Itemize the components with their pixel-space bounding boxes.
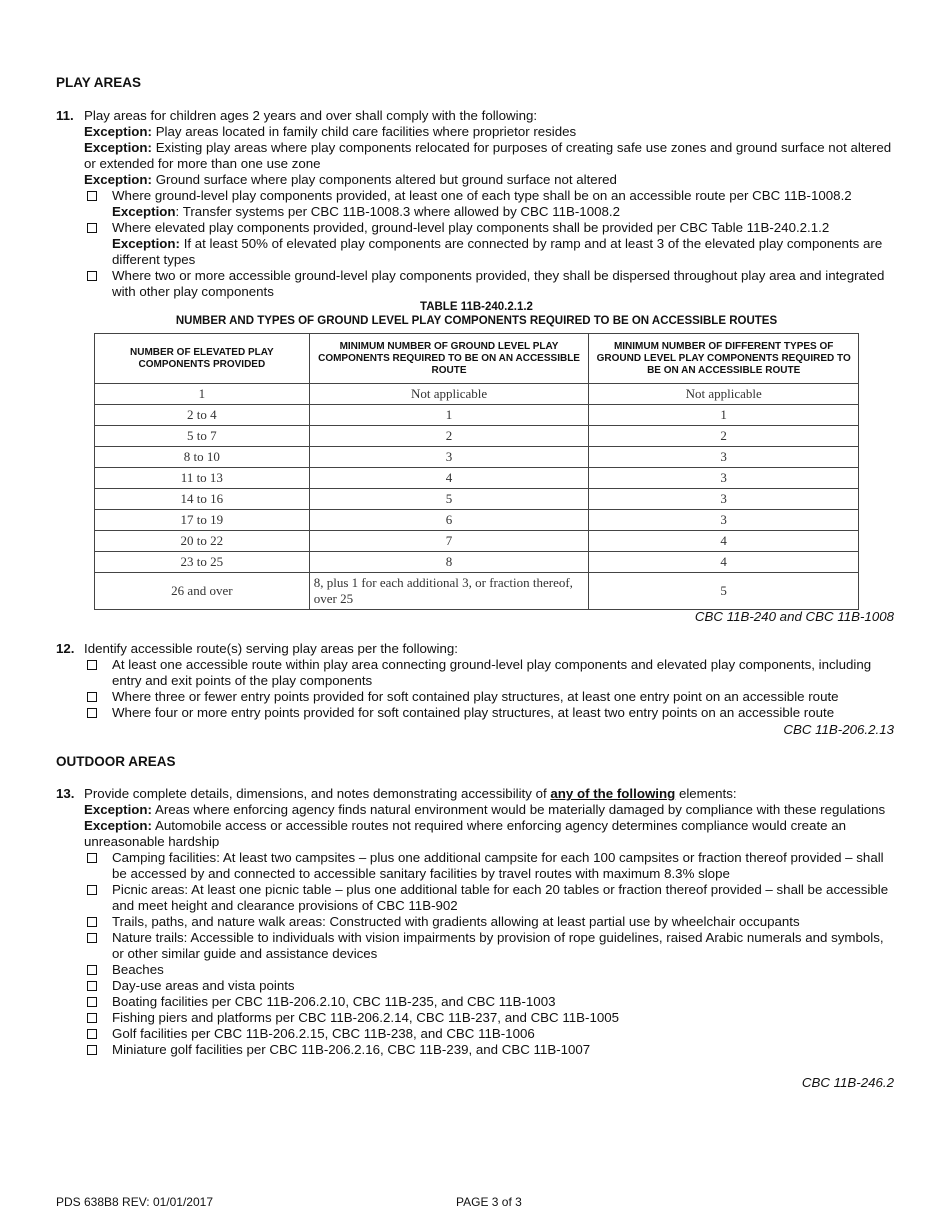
table-row xyxy=(95,510,859,531)
exception-text: Areas where enforcing agency finds natural environment would be materially damaged by compliance with these regulations xyxy=(154,802,886,817)
checklist-text: Golf facilities per CBC 11B-206.2.15, CBC 11B-238, and CBC 11B-1006 xyxy=(112,1026,535,1041)
checkbox[interactable] xyxy=(87,1029,97,1039)
checkbox[interactable] xyxy=(87,1045,97,1055)
checklist-item xyxy=(84,914,896,930)
code-reference: CBC 11B-246.2 xyxy=(801,1075,894,1090)
checklist-text: Nature trails: Accessible to individuals with vision impairments by provision of rope guidelines, raised Arabic numerals and symbols, or other similar guide and assistance devices xyxy=(112,930,884,961)
exception-text: : Transfer systems per CBC 11B-1008.3 where allowed by CBC 11B-1008.2 xyxy=(175,204,620,219)
checklist-text: Boating facilities per CBC 11B-206.2.10, CBC 11B-235, and CBC 11B-1003 xyxy=(112,994,556,1009)
table-cell: 6 xyxy=(309,510,589,531)
table-subtitle: NUMBER AND TYPES OF GROUND LEVEL PLAY COMPONENTS REQUIRED TO BE ON ACCESSIBLE ROUTES xyxy=(175,315,778,327)
table-row xyxy=(95,468,859,489)
checkbox[interactable] xyxy=(87,692,97,702)
table-cell: Not applicable xyxy=(589,384,859,405)
intro-emphasis: any of the following xyxy=(550,786,676,801)
checkbox[interactable] xyxy=(87,917,97,927)
checklist-item xyxy=(84,962,896,978)
checklist-item xyxy=(84,1010,896,1026)
checklist-item xyxy=(84,705,896,721)
checklist-text: Beaches xyxy=(112,962,164,977)
checklist-text: Where three or fewer entry points provided for soft contained play structures, at least one entry point on an accessible route xyxy=(112,689,839,704)
checkbox[interactable] xyxy=(87,885,97,895)
table-cell: 20 to 22 xyxy=(95,531,310,552)
checklist-item xyxy=(84,1026,896,1042)
item-12 xyxy=(56,641,896,721)
column-header: MINIMUM NUMBER OF DIFFERENT TYPES OF GROUND LEVEL PLAY COMPONENTS REQUIRED TO BE ON AN ACCESSIBLE ROUTE xyxy=(589,334,859,384)
table-row xyxy=(95,447,859,468)
checkbox[interactable] xyxy=(87,223,97,233)
checklist-item xyxy=(84,930,896,962)
exception-label: Exception: xyxy=(84,140,152,155)
item-intro: Play areas for children ages 2 years and over shall comply with the following: xyxy=(84,108,538,123)
item-11 xyxy=(56,108,896,300)
checkbox[interactable] xyxy=(87,853,97,863)
checkbox[interactable] xyxy=(87,965,97,975)
table-cell: 2 to 4 xyxy=(95,405,310,426)
checklist-item xyxy=(84,220,896,268)
table-cell: 5 xyxy=(589,573,859,610)
exception-text: If at least 50% of elevated play components are connected by ramp and at least 3 of the elevated play components are different types xyxy=(112,236,883,267)
table-header-row xyxy=(95,334,859,384)
checklist-text: Where two or more accessible ground-level play components provided, they shall be dispersed throughout play area and integrated with other play components xyxy=(112,268,885,299)
checkbox[interactable] xyxy=(87,933,97,943)
code-reference: CBC 11B-240 and CBC 11B-1008 xyxy=(694,609,894,624)
checklist-item xyxy=(84,268,896,300)
checkbox[interactable] xyxy=(87,660,97,670)
table-row xyxy=(95,552,859,573)
table-cell: 2 xyxy=(589,426,859,447)
table-cell: 8 to 10 xyxy=(95,447,310,468)
section-heading-play-areas: PLAY AREAS xyxy=(56,75,142,90)
checklist-text: Day-use areas and vista points xyxy=(112,978,295,993)
exception xyxy=(112,204,896,220)
table-row xyxy=(95,573,859,610)
exception-text: Ground surface where play components altered but ground surface not altered xyxy=(155,172,617,187)
checklist-text: Where ground-level play components provided, at least one of each type shall be on an accessible route per CBC 11B-1008.2 xyxy=(112,188,852,203)
checklist-text: Miniature golf facilities per CBC 11B-206.2.16, CBC 11B-239, and CBC 11B-1007 xyxy=(112,1042,591,1057)
checkbox[interactable] xyxy=(87,271,97,281)
exception xyxy=(84,818,896,850)
table-row xyxy=(95,405,859,426)
exception-label: Exception: xyxy=(84,818,152,833)
checkbox[interactable] xyxy=(87,1013,97,1023)
column-header: MINIMUM NUMBER OF GROUND LEVEL PLAY COMPONENTS REQUIRED TO BE ON AN ACCESSIBLE ROUTE xyxy=(309,334,589,384)
exception xyxy=(84,802,896,818)
exception xyxy=(112,236,896,268)
code-reference: CBC 11B-206.2.13 xyxy=(783,722,894,737)
exception xyxy=(84,140,896,172)
page-number: PAGE 3 of 3 xyxy=(456,1195,522,1209)
checklist-text: Where four or more entry points provided for soft contained play structures, at least two entry points on an accessible route xyxy=(112,705,835,720)
column-header: NUMBER OF ELEVATED PLAY COMPONENTS PROVIDED xyxy=(95,334,310,384)
play-components-table xyxy=(94,333,859,610)
table-cell: 4 xyxy=(589,552,859,573)
intro-end: elements: xyxy=(678,786,737,801)
checkbox[interactable] xyxy=(87,191,97,201)
exception-label: Exception: xyxy=(84,802,152,817)
checkbox[interactable] xyxy=(87,708,97,718)
table-cell: Not applicable xyxy=(309,384,589,405)
item-number: 13. xyxy=(56,786,75,801)
table-cell: 8, plus 1 for each additional 3, or fraction thereof, over 25 xyxy=(309,573,589,610)
exception-label: Exception xyxy=(112,204,176,219)
checklist-item xyxy=(84,978,896,994)
table-cell: 1 xyxy=(309,405,589,426)
table-cell: 3 xyxy=(589,468,859,489)
table-cell: 17 to 19 xyxy=(95,510,310,531)
table-row xyxy=(95,384,859,405)
table-cell: 2 xyxy=(309,426,589,447)
checkbox[interactable] xyxy=(87,997,97,1007)
table-cell: 3 xyxy=(589,489,859,510)
checklist-text: Fishing piers and platforms per CBC 11B-206.2.14, CBC 11B-237, and CBC 11B-1005 xyxy=(112,1010,620,1025)
table-cell: 7 xyxy=(309,531,589,552)
exception xyxy=(84,124,896,140)
checklist-text: At least one accessible route within play area connecting ground-level play components and elevated play components, including entry and exit points of the play components xyxy=(112,657,872,688)
intro-text: Provide complete details, dimensions, and notes demonstrating accessibility of xyxy=(84,786,547,801)
exception-text: Existing play areas where play components relocated for purposes of creating safe use zones and ground surface not altered or extended for more than one use zone xyxy=(84,140,892,171)
table-cell: 4 xyxy=(589,531,859,552)
exception-text: Play areas located in family child care facilities where proprietor resides xyxy=(155,124,577,139)
checklist-item xyxy=(84,882,896,914)
form-number: PDS 638B8 REV: 01/01/2017 xyxy=(56,1195,213,1209)
exception xyxy=(84,172,896,188)
table-row xyxy=(95,426,859,447)
table-cell: 5 to 7 xyxy=(95,426,310,447)
checklist-item xyxy=(84,188,896,220)
checklist-text: Picnic areas: At least one picnic table – plus one additional table for each 20 tables or fraction thereof provided – shall be accessible and meet height and clearance provisions of CBC 11B-902 xyxy=(112,882,889,913)
table-cell: 1 xyxy=(589,405,859,426)
item-intro xyxy=(84,786,896,802)
table-cell: 26 and over xyxy=(95,573,310,610)
checklist-item xyxy=(84,850,896,882)
checklist-item xyxy=(84,1042,896,1058)
checklist-text: Where elevated play components provided, ground-level play components shall be provided per CBC Table 11B-240.2.1.2 xyxy=(112,220,830,235)
checklist-item xyxy=(84,657,896,689)
table-cell: 5 xyxy=(309,489,589,510)
exception-text: Automobile access or accessible routes not required where enforcing agency determines compliance would create an unreasonable hardship xyxy=(84,818,847,849)
table-caption xyxy=(94,300,859,328)
item-number: 11. xyxy=(56,108,74,123)
table-cell: 4 xyxy=(309,468,589,489)
checklist-text: Trails, paths, and nature walk areas: Constructed with gradients allowing at least partial use by wheelchair occupants xyxy=(112,914,800,929)
exception-label: Exception: xyxy=(84,124,152,139)
section-heading-outdoor-areas: OUTDOOR AREAS xyxy=(56,754,176,769)
item-13 xyxy=(56,786,896,1058)
table-cell: 23 to 25 xyxy=(95,552,310,573)
table-title: TABLE 11B-240.2.1.2 xyxy=(420,301,533,313)
table-cell: 11 to 13 xyxy=(95,468,310,489)
table-cell: 3 xyxy=(309,447,589,468)
item-intro: Identify accessible route(s) serving play areas per the following: xyxy=(84,641,458,656)
exception-label: Exception: xyxy=(112,236,180,251)
checklist-item xyxy=(84,994,896,1010)
checklist-item xyxy=(84,689,896,705)
table-cell: 3 xyxy=(589,510,859,531)
table-cell: 1 xyxy=(95,384,310,405)
table-row xyxy=(95,489,859,510)
table-cell: 8 xyxy=(309,552,589,573)
checklist-text: Camping facilities: At least two campsites – plus one additional campsite for each 100 campsites or fraction thereof provided – shall be accessed by and connected to accessible sanitary facilities by travel routes with maximum 8.3% slope xyxy=(112,850,884,881)
table-cell: 14 to 16 xyxy=(95,489,310,510)
table-row xyxy=(95,531,859,552)
exception-label: Exception: xyxy=(84,172,152,187)
table-cell: 3 xyxy=(589,447,859,468)
item-number: 12. xyxy=(56,641,75,656)
checkbox[interactable] xyxy=(87,981,97,991)
